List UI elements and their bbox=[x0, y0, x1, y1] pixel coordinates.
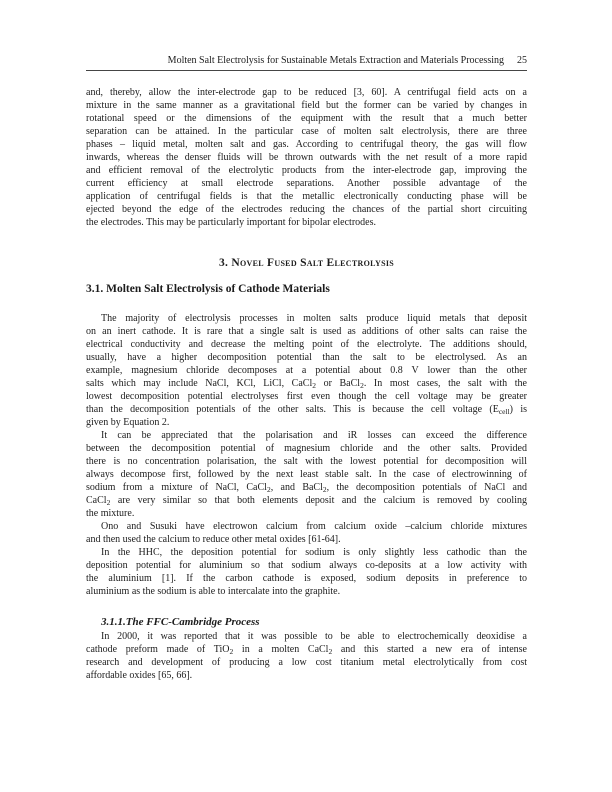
paragraph-line: example, magnesium chloride decomposes at a potential about 0.8 V lower than the other bbox=[86, 365, 527, 376]
paragraph-line: the aluminium [1]. If the carbon cathode is exposed, sodium deposits in preference to bbox=[86, 573, 527, 584]
paragraph-line: and efficient removal of the electrolytic products from the inter-electrode gap, improving the bbox=[86, 165, 527, 176]
paragraph bbox=[86, 86, 527, 229]
paragraph bbox=[86, 312, 527, 429]
subsection-heading: 3.1. Molten Salt Electrolysis of Cathode Materials bbox=[86, 283, 330, 295]
paragraph bbox=[86, 630, 527, 682]
paragraph-line: phases – liquid metal, molten salt and gas. According to centrifugal theory, the gas will flow bbox=[86, 139, 527, 150]
paragraph-line: and then used the calcium to reduce other metal oxides [61-64]. bbox=[86, 534, 341, 545]
paragraph-line: In the HHC, the deposition potential for sodium is only slightly less cathodic than the bbox=[101, 547, 527, 558]
paragraph-line: usually, have a higher decomposition potential than the salt to be electrolysed. As an bbox=[86, 352, 527, 363]
paragraph-line: the electrodes. This may be particularly important for bipolar electrodes. bbox=[86, 217, 376, 228]
paragraph-line: between the decomposition potential of magnesium chloride and the other salts. Provided bbox=[86, 443, 527, 454]
paragraph-line: application of centrifugal fields is that the metallic electronically conducting phase will be bbox=[86, 191, 527, 202]
paragraph-line: CaCl$_2$ are very similar so that both elements deposit and the calcium is removed by cooling bbox=[86, 495, 527, 507]
running-title: Molten Salt Electrolysis for Sustainable Metals Extraction and Materials Processing bbox=[167, 55, 504, 66]
paragraph-line: given by Equation 2. bbox=[86, 417, 170, 428]
paragraph-line: The majority of electrolysis processes in molten salts produce liquid metals that deposit bbox=[101, 313, 527, 324]
paragraph-line: cathode preform made of TiO$_2$ in a molten CaCl$_2$ and this started a new era of intense bbox=[86, 644, 527, 656]
paragraph-line: the mixture. bbox=[86, 508, 135, 519]
section-heading: 3. Novel Fused Salt Electrolysis bbox=[218, 257, 395, 269]
page-content bbox=[86, 0, 527, 682]
paragraph-line: than the decomposition potentials of the other salts. This is because the cell voltage $(E_{cell})$ is bbox=[86, 404, 527, 416]
paragraph-line: always decompose first, followed by the next least stable salt. In the case of electrowinning of bbox=[86, 469, 527, 480]
paragraph-line: mixture in the same manner as a gravitational field but the former can be varied by changes in bbox=[86, 100, 527, 111]
paragraph-line: inwards, whereas the denser fluids will be thrown outwards with the net result of a more rapid bbox=[86, 152, 527, 163]
paragraph-line: research and development of producing a low cost titanium metal electrolytically from cost bbox=[86, 657, 527, 668]
paragraph-line: It can be appreciated that the polarisation and iR losses can exceed the difference bbox=[101, 430, 527, 441]
paragraph bbox=[86, 520, 527, 546]
paragraph-line: electrical conductivity and decrease the melting point of the electrolyte. The additions should, bbox=[86, 339, 527, 350]
paragraph-line: In 2000, it was reported that it was possible to be able to electrochemically deoxidise a bbox=[101, 631, 527, 642]
paragraph bbox=[86, 546, 527, 598]
paragraph-line: lowest decomposition potential electrolyses first even though the cell voltage may be greater bbox=[86, 391, 527, 402]
text-blocks bbox=[86, 86, 527, 682]
paragraph-line: aluminium as the sodium is able to intercalate into the graphite. bbox=[86, 586, 341, 597]
paragraph-line: deposition potential for aluminium so that sodium always co-deposits at a low activity with bbox=[86, 560, 527, 571]
paragraph-line: current efficiency at small electrode separations. Another possible advantage of the bbox=[86, 178, 527, 189]
running-head bbox=[86, 55, 527, 71]
paragraph-line: sodium from a mixture of NaCl, CaCl$_2$, and BaCl$_2$, the decomposition potentials of NaCl and bbox=[86, 482, 527, 494]
subsubsection-heading: 3.1.1.The FFC-Cambridge Process bbox=[101, 616, 260, 628]
paragraph bbox=[86, 429, 527, 520]
paragraph-line: and, thereby, allow the inter-electrode gap to be reduced [3, 60]. A centrifugal field acts on a bbox=[86, 87, 527, 98]
paragraph-line: there is no concentration polarisation, the salt with the lowest potential for decomposition will bbox=[86, 456, 527, 467]
paragraph-line: salts which may include NaCl, KCl, LiCl, CaCl$_2$ or BaCl$_2$. In most cases, the salt with the bbox=[86, 378, 527, 390]
paragraph-line: on an inert cathode. It is rare that a single salt is used as additions of other salts can raise the bbox=[86, 326, 527, 337]
paragraph-line: rotational speed or the dimensions of the equipment with the result that a much better bbox=[86, 113, 527, 124]
paragraph-line: Ono and Susuki have electrowon calcium from calcium oxide –calcium chloride mixtures bbox=[101, 521, 527, 532]
page-number: 25 bbox=[517, 55, 527, 66]
paragraph-line: separation can be attained. In the particular case of molten salt electrolysis, there are three bbox=[86, 126, 527, 137]
paragraph-line: ejected beyond the edge of the electrodes reducing the chances of the partial short circuiting bbox=[86, 204, 527, 215]
paragraph-line: affordable oxides [65, 66]. bbox=[86, 670, 193, 681]
